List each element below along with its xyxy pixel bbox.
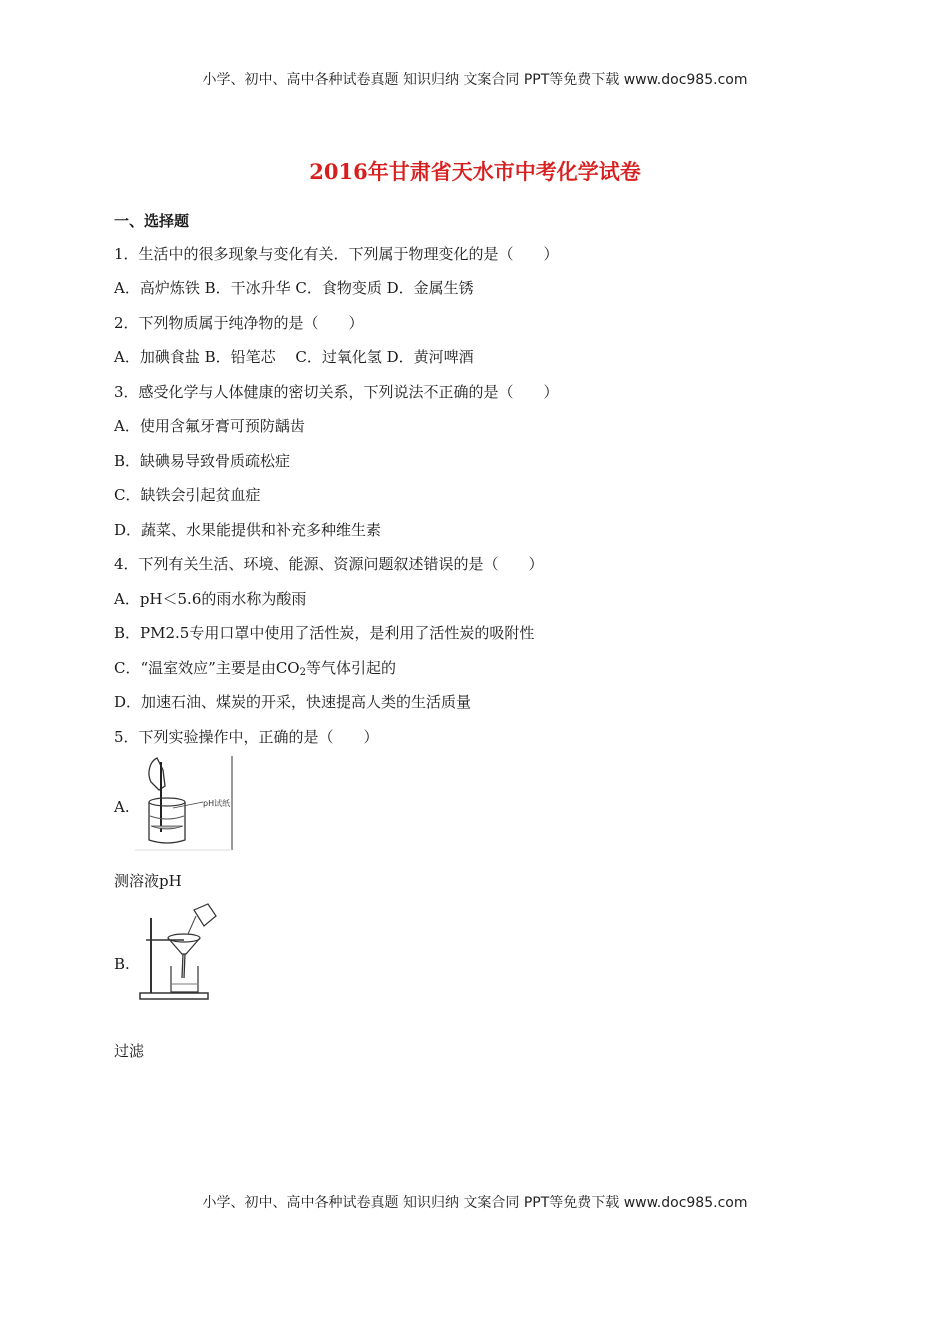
filtration-illustration [138,898,218,1002]
question-3-option-a: A．使用含氟牙膏可预防龋齿 [114,417,305,435]
question-4-option-c [114,657,396,678]
question-2: 2．下列物质属于纯净物的是（ ） [114,314,364,332]
question-4: 4．下列有关生活、环境、能源、资源问题叙述错误的是（ ） [114,555,544,573]
page-header: 小学、初中、高中各种试卷真题 知识归纳 文案合同 PPT等免费下载 www.doc985.com [202,72,748,88]
page-footer: 小学、初中、高中各种试卷真题 知识归纳 文案合同 PPT等免费下载 www.doc985.com [202,1195,748,1211]
question-1: 1．生活中的很多现象与变化有关．下列属于物理变化的是（ ） [114,245,559,263]
question-4-option-d: D．加速石油、煤炭的开采，快速提高人类的生活质量 [114,693,472,711]
option-b-caption: 过滤 [114,1042,145,1060]
ph-test-illustration [135,756,235,852]
question-3: 3．感受化学与人体健康的密切关系，下列说法不正确的是（ ） [114,383,559,401]
question-4-option-b: B．PM2.5专用口罩中使用了活性炭，是利用了活性炭的吸附性 [114,624,535,642]
question-2-options: A．加碘食盐 B．铅笔芯 C．过氧化氢 D．黄河啤酒 [114,348,474,366]
question-5: 5．下列实验操作中，正确的是（ ） [114,728,379,746]
ph-paper-label: pH试纸 [203,799,231,808]
option-a-label: A. [114,798,130,816]
co2-subscript: 2 [299,667,306,678]
question-3-option-c: C．缺铁会引起贫血症 [114,486,261,504]
option-b-label: B. [114,955,130,973]
question-1-options: A．高炉炼铁 B．干冰升华 C．食物变质 D．金属生锈 [114,279,474,297]
option-c-text-before: C．“温室效应”主要是由CO [114,659,300,677]
option-c-text-after: 等气体引起的 [305,659,396,677]
question-3-option-d: D．蔬菜、水果能提供和补充多种维生素 [114,521,382,539]
section-heading: 一、选择题 [114,212,190,230]
question-3-option-b: B．缺碘易导致骨质疏松症 [114,452,291,470]
option-a-caption: 测溶液pH [114,872,182,890]
page-title: 2016年甘肃省天水市中考化学试卷 [309,159,641,184]
question-4-option-a: A．pH＜5.6的雨水称为酸雨 [114,590,307,608]
